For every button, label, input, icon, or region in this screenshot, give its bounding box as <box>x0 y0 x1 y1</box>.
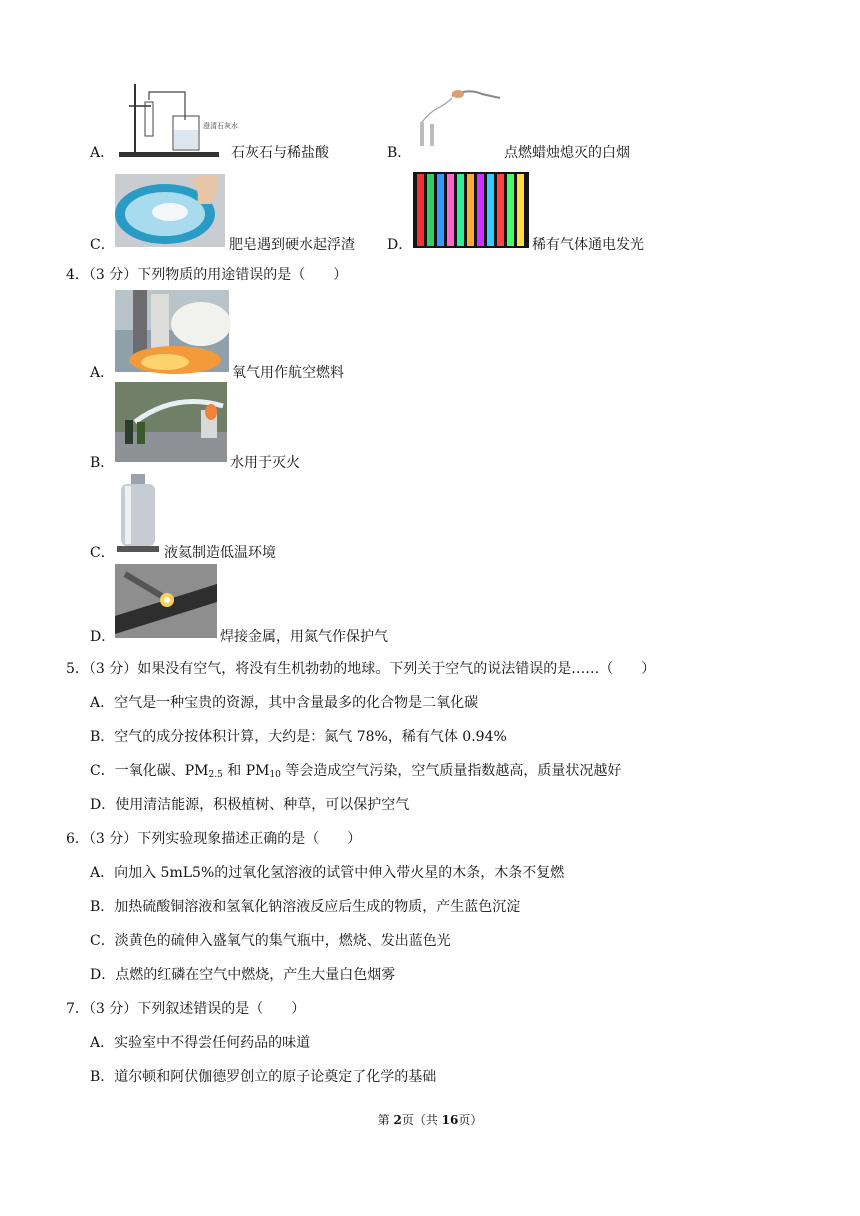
footer-total-pages: 16 <box>441 1113 459 1127</box>
page-footer <box>0 1114 860 1126</box>
q4-option-c-letter: C． <box>90 545 115 561</box>
firefighting-image <box>115 382 227 462</box>
q4-option-d-text: 焊接金属，用氮气作保护气 <box>220 629 388 645</box>
q4-option-c-text: 液氦制造低温环境 <box>164 545 276 561</box>
q3-option-c-letter: C． <box>90 237 115 253</box>
q3-option-c-text: 肥皂遇到硬水起浮渣 <box>229 237 355 253</box>
q5-stem: 5．（3 分）如果没有空气，将没有生机勃勃的地球。下列关于空气的说法错误的是……（ ） <box>66 661 656 677</box>
footer-suffix: 页） <box>458 1113 483 1127</box>
q3-option-d-letter: D． <box>387 237 413 253</box>
footer-middle: 页（共 <box>401 1113 442 1127</box>
q4-option-b-letter: B． <box>90 455 115 471</box>
q5-option-c-post: 等会造成空气污染，空气质量指数越高，质量状况越好 <box>280 763 622 779</box>
rocket-launch-image <box>115 290 229 372</box>
q5-option-c-sub2: 10 <box>269 770 281 780</box>
q3-option-b-letter: B． <box>387 145 412 161</box>
welding-image <box>115 564 217 638</box>
q5-option-c <box>90 764 621 780</box>
soap-basin-image <box>115 174 225 247</box>
q4-option-a-letter: A． <box>90 365 115 381</box>
neon-tubes-image <box>413 172 529 248</box>
q5-option-b: B．空气的成分按体积计算，大约是：氮气 78%，稀有气体 0.94% <box>90 729 507 745</box>
q5-option-c-pre: C．一氧化碳、PM <box>90 763 209 779</box>
footer-page-number: 2 <box>393 1113 402 1127</box>
q4-option-b-text: 水用于灭火 <box>230 455 300 471</box>
q7-option-a: A．实验室中不得尝任何药品的味道 <box>90 1035 311 1051</box>
q5-option-c-sub1: 2.5 <box>208 770 223 780</box>
q5-option-d: D．使用清洁能源，积极植树、种草，可以保护空气 <box>90 797 410 813</box>
helium-cylinder-image <box>115 472 161 554</box>
q6-option-a: A．向加入 5mL5%的过氧化氢溶液的试管中伸入带火星的木条，木条不复燃 <box>90 865 565 881</box>
q6-option-b: B．加热硫酸铜溶液和氢氧化钠溶液反应后生成的物质，产生蓝色沉淀 <box>90 899 521 915</box>
q4-option-a-text: 氧气用作航空燃料 <box>232 365 344 381</box>
q5-option-a: A．空气是一种宝贵的资源，其中含量最多的化合物是二氧化碳 <box>90 695 479 711</box>
q3-option-a-text: 石灰石与稀盐酸 <box>231 145 329 161</box>
q7-option-b: B．道尔顿和阿伏伽德罗创立的原子论奠定了化学的基础 <box>90 1069 437 1085</box>
q6-option-d: D．点燃的红磷在空气中燃烧，产生大量白色烟雾 <box>90 967 396 983</box>
q5-option-c-mid: 和 PM <box>222 763 270 779</box>
q6-stem: 6．（3 分）下列实验现象描述正确的是（ ） <box>66 831 362 847</box>
q4-option-d-letter: D． <box>90 629 116 645</box>
q6-option-c: C．淡黄色的硫伸入盛氧气的集气瓶中，燃烧、发出蓝色光 <box>90 933 451 949</box>
q3-option-b-text: 点燃蜡烛熄灭的白烟 <box>504 145 630 161</box>
candle-smoke-image <box>412 82 504 148</box>
q7-stem: 7．（3 分）下列叙述错误的是（ ） <box>66 1001 306 1017</box>
q3-option-a-letter: A． <box>90 145 115 161</box>
footer-prefix: 第 <box>377 1113 394 1127</box>
lab-apparatus-image <box>115 80 238 160</box>
q3-option-d-text: 稀有气体通电发光 <box>532 237 644 253</box>
lime-water-label: 澄清石灰水 <box>203 122 238 130</box>
q4-stem: 4．（3 分）下列物质的用途错误的是（ ） <box>66 267 348 283</box>
